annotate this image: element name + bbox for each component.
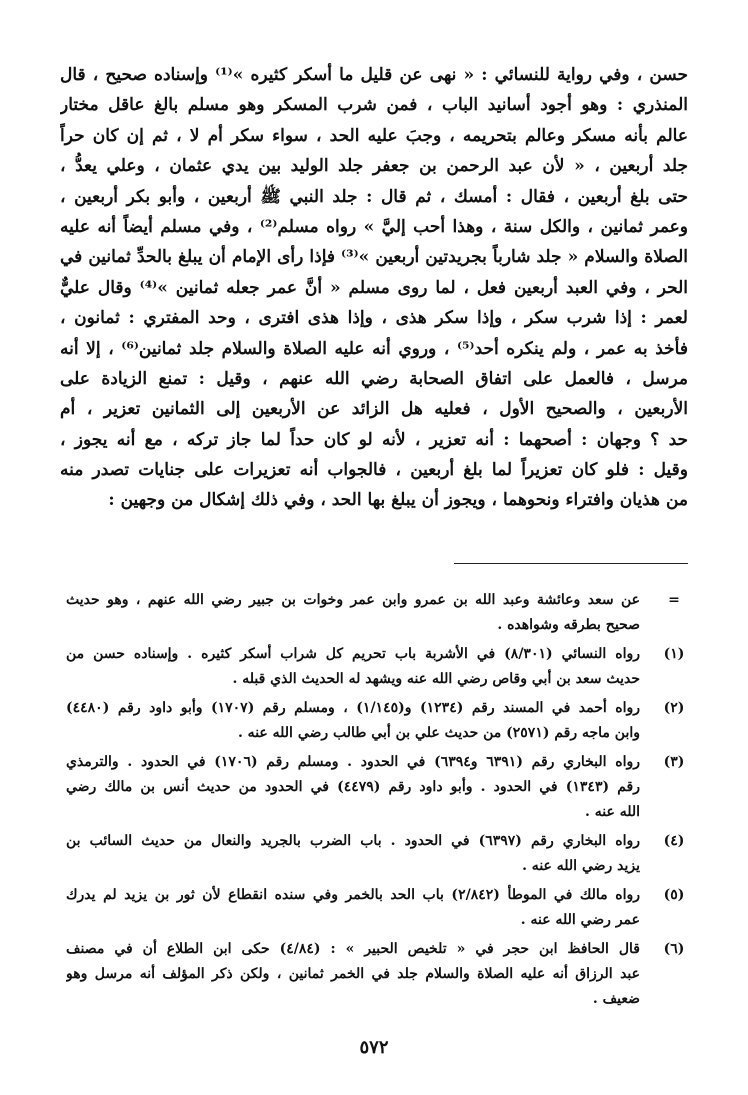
- footnote-marker: (١): [663, 646, 685, 662]
- main-text-line: المنذري : وهو أجود أسانيد الباب ، فمن شرب المسكر وهو مسلم بالغ عاقل مختار: [60, 95, 688, 116]
- footnote-6: [66, 937, 688, 1012]
- footnote-marker: (٤): [663, 833, 685, 849]
- main-text-line: حد ؟ وجهان : أصحهما : أنه تعزير ، لأنه لو كان حداً لما جاز تركه ، مع أنه يجوز ،: [60, 429, 688, 450]
- footnote-separator-rule: [454, 563, 688, 564]
- footnote-line: رواه مالك في الموطأ (٢/٨٤٢) باب الحد بالخمر وفي سنده انقطاع لأن ثور بن يزيد لم يدرك: [66, 887, 640, 903]
- footnote-line: صحيح بطرقه وشواهده .: [497, 617, 640, 633]
- footnote-marker: =: [668, 592, 680, 608]
- main-text-line: من هذيان وافتراء ونحوهما ، ويجوز أن يبلغ بها الحد ، وفي ذلك إشكال من وجهين :: [108, 490, 688, 511]
- main-text-line: وعمر ثمانين ، والكل سنة ، وهذا أحب إليَّ » رواه مسلم⁽²⁾ ، وفي مسلم أيضاً أنه عليه: [60, 216, 688, 237]
- footnote-marker: (٢): [663, 700, 685, 716]
- footnote-line: عمر رضي الله عنه .: [520, 912, 640, 928]
- page-number: ٥٧٢: [359, 1037, 389, 1058]
- footnote-line: الله عنه .: [584, 804, 640, 820]
- footnote-line: رواه أحمد في المسند رقم (١٢٣٤) و(١/١٤٥) ، ومسلم رقم (١٧٠٧) وأبو داود رقم (٤٤٨٠): [66, 700, 640, 716]
- footnote-marker: (٥): [663, 887, 685, 903]
- main-text-line: لعمر : إذا شرب سكر ، وإذا سكر هذى ، وإذا هذى افترى ، وحد المفتري : ثمانون ،: [60, 308, 688, 329]
- footnote-line: رواه البخاري رقم (٦٣٩١ و٦٣٩٤) في الحدود . ومسلم رقم (١٧٠٦) في الحدود . والترمذي: [66, 754, 640, 770]
- main-text-line: وقيل : فلو كان تعزيراً لما بلغ أربعين ، فالجواب أنه تعزيرات على جنايات تصدر منه: [60, 460, 688, 481]
- footnote-5: [66, 883, 688, 933]
- footnote-line: رواه النسائي (٨/٣٠١) في الأشربة باب تحريم كل شراب أسكر كثيره . وإسناده حسن من: [66, 646, 640, 662]
- footnotes-block: [66, 588, 688, 1016]
- main-text-line: الأربعين ، والصحيح الأول ، فعليه هل الزائد عن الأربعين إلى الثمانين تعزير ، أم: [60, 399, 688, 420]
- main-text-line: حسن ، وفي رواية للنسائي : « نهى عن قليل ما أسكر كثيره »⁽¹⁾ وإسناده صحيح ، قال: [60, 65, 688, 85]
- main-text-line: عالم بأنه مسكر وعالم بتحريمه ، وجبَ عليه الحد ، سواء سكر أم لا ، ثم إن كان حراً: [60, 125, 688, 146]
- footnote-line: يزيد رضي الله عنه .: [522, 858, 640, 874]
- footnote-line: قال الحافظ ابن حجر في « تلخيص الحبير » : (٤/٨٤) حكى ابن الطلاع أن في مصنف: [66, 941, 640, 957]
- main-text-line: الحر ، وفي العبد أربعين فعل ، لما روى مسلم « أنَّ عمر جعله ثمانين »⁽⁴⁾ وقال عليٌّ: [60, 277, 688, 298]
- footnote-line: عن سعد وعائشة وعبد الله بن عمرو وابن عمر وخوات بن جبير رضي الله عنهم ، وهو حديث: [66, 592, 640, 608]
- main-text-block: [60, 60, 688, 516]
- footnote-2: [66, 696, 688, 746]
- footnote-continuation: [66, 588, 688, 638]
- footnote-marker: (٦): [663, 941, 685, 957]
- footnote-4: [66, 829, 688, 879]
- main-text-line: حتى بلغ أربعين ، فقال : أمسك ، ثم قال : جلد النبي ﷺ أربعين ، وأبو بكر أربعين ،: [60, 186, 688, 207]
- main-text-line: فأخذ به عمر ، ولم ينكره أحد⁽⁵⁾ ، وروي أنه عليه الصلاة والسلام جلد ثمانين⁽⁶⁾ ، إلا أنه: [60, 338, 688, 359]
- footnote-line: وابن ماجه رقم (٢٥٧١) من حديث علي بن أبي طالب رضي الله عنه .: [237, 725, 640, 741]
- footnote-3: [66, 750, 688, 825]
- footnote-line: عبد الرزاق أنه عليه الصلاة والسلام جلد في الخمر ثمانين ، ولكن ذكر المؤلف أنه مرسل وهو: [66, 966, 640, 982]
- main-text-line: مرسل ، فالعمل على اتفاق الصحابة رضي الله عنهم ، وقيل : تمنع الزيادة على: [60, 368, 688, 389]
- footnote-line: ضعيف .: [592, 991, 640, 1007]
- main-text-line: جلد أربعين ، « لأن عبد الرحمن بن جعفر جلد الوليد بين يدي عثمان ، وعلي يعدُّ ،: [60, 156, 688, 177]
- footnote-marker: (٣): [663, 754, 685, 770]
- main-text-line: الصلاة والسلام « جلد شارباً بجريدتين أربعين »⁽³⁾ فإذا رأى الإمام أن يبلغ بالحدِّ ثمانين في: [60, 247, 688, 268]
- footnote-line: رقم (١٣٤٣) في الحدود . وأبو داود رقم (٤٤٧٩) في الحدود من حديث أنس بن مالك رضي: [66, 779, 640, 795]
- footnote-line: رواه البخاري رقم (٦٣٩٧) في الحدود . باب الضرب بالجريد والنعال من حديث السائب بن: [66, 833, 640, 849]
- footnote-1: [66, 642, 688, 692]
- footnote-line: حديث سعد بن أبي وقاص رضي الله عنه ويشهد له الحديث الذي قبله .: [232, 671, 640, 687]
